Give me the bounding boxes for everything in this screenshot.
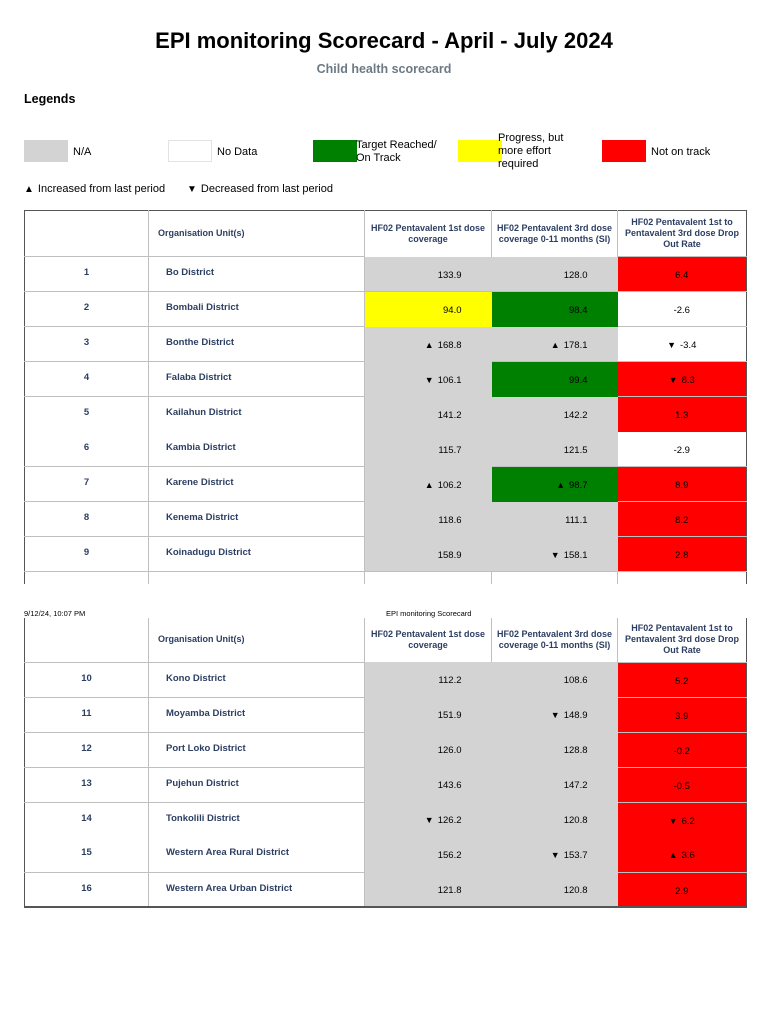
- footer-doc-title: EPI monitoring Scorecard: [386, 609, 472, 618]
- table-page-break-row: [25, 572, 747, 584]
- dropout-rate-cell: [618, 397, 747, 432]
- dropout-rate-cell: [618, 502, 747, 537]
- penta1-coverage-cell: [365, 257, 492, 292]
- penta1-coverage-cell: [365, 292, 492, 327]
- penta1-coverage-cell: [365, 432, 492, 467]
- header-org-unit: Organisation Unit(s): [149, 211, 365, 257]
- cell-value: 158.1: [563, 549, 588, 561]
- cell-value: 143.6: [437, 780, 462, 791]
- legend-increased: [24, 183, 165, 195]
- penta3-coverage-cell: [492, 432, 618, 467]
- org-unit-name: Bo District: [149, 257, 365, 292]
- penta3-coverage-cell: [492, 467, 618, 502]
- table-header-row: [25, 211, 747, 257]
- cell-value: 6.2: [681, 815, 695, 827]
- page-title: EPI monitoring Scorecard - April - July 2024: [155, 28, 613, 53]
- org-unit-name: Kenema District: [149, 502, 365, 537]
- cell-value: 3.9: [675, 710, 689, 722]
- penta1-coverage-cell: [365, 397, 492, 432]
- org-unit-name: Kailahun District: [149, 397, 365, 432]
- triangle-down-icon: ▼: [424, 374, 434, 385]
- cell-value: 99.4: [569, 375, 588, 386]
- legend-decreased-label: Decreased from last period: [200, 183, 333, 195]
- cell-value: 121.5: [563, 444, 588, 456]
- cell-value: 2.8: [675, 550, 689, 561]
- cell-value: 111.1: [565, 514, 588, 526]
- row-number: 3: [25, 327, 149, 362]
- header-dropout-rate: HF02 Pentavalent 1st to Pentavalent 3rd dose Drop Out Rate: [624, 623, 740, 656]
- header-org-unit: Organisation Unit(s): [149, 618, 365, 662]
- cell-value: 106.1: [437, 374, 462, 386]
- table-row: [25, 697, 747, 732]
- penta1-coverage-cell: [365, 662, 492, 697]
- row-number: 1: [25, 257, 149, 292]
- cell-value: -2.9: [673, 444, 690, 456]
- legend-increased-label: Increased from last period: [37, 183, 166, 195]
- footer-datetime: 9/12/24, 10:07 PM: [24, 609, 86, 618]
- cell-value: 1.3: [675, 410, 689, 421]
- dropout-rate-cell: [618, 697, 747, 732]
- cell-value: -2.6: [673, 305, 690, 316]
- legend-label-not-on-track: Not on track: [651, 146, 711, 158]
- org-unit-name: Kono District: [149, 662, 365, 697]
- cell-value: -0.2: [673, 745, 690, 757]
- triangle-down-icon: ▼: [187, 184, 197, 195]
- legend-label-no-data: No Data: [217, 146, 258, 158]
- row-number: 13: [25, 767, 149, 802]
- row-number: 5: [25, 397, 149, 432]
- org-unit-name: Tonkolili District: [149, 802, 365, 837]
- triangle-up-icon: ▲: [668, 850, 678, 860]
- org-unit-name: Koinadugu District: [149, 537, 365, 572]
- header-penta1-coverage: HF02 Pentavalent 1st dose coverage: [365, 211, 492, 257]
- header-dropout-rate: HF02 Pentavalent 1st to Pentavalent 3rd dose Drop Out Rate: [624, 217, 740, 249]
- table-row: [25, 327, 747, 362]
- header-index: [25, 211, 149, 257]
- cell-value: 94.0: [443, 305, 462, 316]
- cell-value: 118.6: [438, 514, 462, 526]
- penta3-coverage-cell: [492, 767, 618, 802]
- row-number: 6: [25, 432, 149, 467]
- cell-value: 120.8: [563, 815, 588, 826]
- cell-value: 153.7: [563, 850, 588, 861]
- penta1-coverage-cell: [365, 837, 492, 872]
- table-row: [25, 467, 747, 502]
- penta1-coverage-cell: [365, 872, 492, 907]
- table-row: [25, 432, 747, 467]
- table-row: [25, 767, 747, 802]
- cell-value: 2.9: [675, 885, 689, 897]
- penta3-coverage-cell: [492, 697, 618, 732]
- header-penta3-coverage: HF02 Pentavalent 3rd dose coverage 0-11 months (SI): [492, 211, 618, 257]
- cell-value: 121.8: [437, 885, 462, 896]
- cell-value: 8.3: [681, 375, 695, 386]
- penta3-coverage-cell: [492, 292, 618, 327]
- penta3-coverage-cell: [492, 502, 618, 537]
- row-number: 7: [25, 467, 149, 502]
- row-number: 12: [25, 732, 149, 767]
- row-number: 8: [25, 502, 149, 537]
- scorecard-table-page-2: [24, 618, 747, 908]
- dropout-rate-cell: [618, 662, 747, 697]
- penta3-coverage-cell: [492, 802, 618, 837]
- legend-label-na: N/A: [73, 146, 92, 158]
- dropout-rate-cell: [618, 292, 747, 327]
- penta1-coverage-cell: [365, 732, 492, 767]
- dropout-rate-cell: [618, 362, 747, 397]
- cell-value: 115.7: [438, 444, 462, 456]
- triangle-up-icon: ▲: [424, 339, 434, 350]
- triangle-down-icon: ▼: [550, 850, 560, 860]
- scorecard-table-page-1: [24, 210, 747, 584]
- org-unit-name: Falaba District: [149, 362, 365, 397]
- cell-value: 158.9: [437, 549, 462, 561]
- cell-value: 98.4: [569, 305, 588, 316]
- org-unit-name: Pujehun District: [149, 767, 365, 802]
- penta1-coverage-cell: [365, 697, 492, 732]
- row-number: 16: [25, 872, 149, 907]
- org-unit-name: Western Area Urban District: [149, 872, 365, 907]
- table-row: [25, 802, 747, 837]
- legends-heading: Legends: [24, 92, 76, 106]
- triangle-up-icon: ▲: [24, 184, 34, 195]
- table-row: [25, 732, 747, 767]
- penta1-coverage-cell: [365, 502, 492, 537]
- row-number: 15: [25, 837, 149, 872]
- dropout-rate-cell: [618, 872, 747, 907]
- dropout-rate-cell: [618, 732, 747, 767]
- header-penta3-coverage: HF02 Pentavalent 3rd dose coverage 0-11 months (SI): [492, 618, 618, 662]
- cell-value: 128.0: [563, 269, 588, 281]
- dropout-rate-cell: [618, 257, 747, 292]
- cell-value: 6.4: [675, 270, 689, 281]
- org-unit-name: Bombali District: [149, 292, 365, 327]
- penta3-coverage-cell: [492, 397, 618, 432]
- legend-swatch-not-on-track: [602, 140, 646, 162]
- legend-swatch-progress: [458, 140, 502, 162]
- legend-swatch-target-reached: [313, 140, 357, 162]
- cell-value: 147.2: [563, 780, 588, 791]
- cell-value: 8.2: [675, 515, 689, 526]
- penta3-coverage-cell: [492, 662, 618, 697]
- table-row: [25, 872, 747, 907]
- cell-value: 128.8: [563, 745, 588, 756]
- row-number: 2: [25, 292, 149, 327]
- cell-value: -0.5: [673, 780, 690, 792]
- table-row: [25, 502, 747, 537]
- legend-swatch-no-data: [168, 140, 212, 162]
- cell-value: 142.2: [563, 409, 588, 421]
- cell-value: 156.2: [437, 850, 462, 861]
- table-row: [25, 662, 747, 697]
- cell-value: 148.9: [563, 710, 588, 721]
- penta3-coverage-cell: [492, 537, 618, 572]
- triangle-down-icon: ▼: [550, 549, 560, 560]
- penta1-coverage-cell: [365, 327, 492, 362]
- cell-value: -3.4: [680, 340, 697, 351]
- row-number: 4: [25, 362, 149, 397]
- table-row: [25, 362, 747, 397]
- org-unit-name: Western Area Rural District: [149, 837, 365, 872]
- row-number: 11: [25, 697, 149, 732]
- penta3-coverage-cell: [492, 872, 618, 907]
- penta3-coverage-cell: [492, 732, 618, 767]
- table-row: [25, 537, 747, 572]
- cell-value: 133.9: [437, 269, 462, 281]
- cell-value: 5.2: [675, 675, 689, 687]
- dropout-rate-cell: [618, 537, 747, 572]
- triangle-down-icon: ▼: [550, 710, 560, 720]
- legend-swatch-na: [24, 140, 68, 162]
- penta3-coverage-cell: [492, 362, 618, 397]
- penta3-coverage-cell: [492, 327, 618, 362]
- triangle-up-icon: ▲: [556, 480, 565, 490]
- table-row: [25, 397, 747, 432]
- org-unit-name: Kambia District: [149, 432, 365, 467]
- triangle-down-icon: ▼: [667, 340, 677, 350]
- penta3-coverage-cell: [492, 257, 618, 292]
- triangle-up-icon: ▲: [550, 339, 560, 350]
- table-row: [25, 837, 747, 872]
- penta3-coverage-cell: [492, 837, 618, 872]
- penta1-coverage-cell: [365, 537, 492, 572]
- table-row: [25, 292, 747, 327]
- cell-value: 126.0: [437, 745, 462, 756]
- cell-value: 106.2: [437, 479, 462, 491]
- org-unit-name: Karene District: [149, 467, 365, 502]
- penta1-coverage-cell: [365, 467, 492, 502]
- row-number: 9: [25, 537, 149, 572]
- cell-value: 8.9: [675, 480, 689, 491]
- cell-value: 141.2: [437, 409, 462, 421]
- row-number: 14: [25, 802, 149, 837]
- cell-value: 178.1: [563, 339, 588, 351]
- triangle-up-icon: ▲: [424, 479, 434, 490]
- org-unit-name: Bonthe District: [149, 327, 365, 362]
- table-row: [25, 257, 747, 292]
- row-number: 10: [25, 662, 149, 697]
- dropout-rate-cell: [618, 802, 747, 837]
- cell-value: 98.7: [569, 480, 588, 491]
- cell-value: 126.2: [437, 815, 462, 826]
- triangle-down-icon: ▼: [668, 375, 678, 385]
- cell-value: 3.6: [681, 850, 695, 861]
- legend-label-target-reached: Target Reached/ On Track: [356, 139, 437, 164]
- dropout-rate-cell: [618, 327, 747, 362]
- penta1-coverage-cell: [365, 362, 492, 397]
- dropout-rate-cell: [618, 432, 747, 467]
- cell-value: 112.2: [438, 675, 462, 686]
- page-subtitle: Child health scorecard: [316, 62, 452, 76]
- penta1-coverage-cell: [365, 767, 492, 802]
- penta1-coverage-cell: [365, 802, 492, 837]
- dropout-rate-cell: [618, 467, 747, 502]
- header-penta1-coverage: HF02 Pentavalent 1st dose coverage: [365, 618, 492, 662]
- dropout-rate-cell: [618, 837, 747, 872]
- header-index: [25, 618, 149, 662]
- triangle-down-icon: ▼: [668, 815, 678, 826]
- cell-value: 120.8: [563, 885, 588, 896]
- legend-label-progress: Progress, but more effort required: [498, 132, 564, 170]
- org-unit-name: Moyamba District: [149, 697, 365, 732]
- triangle-down-icon: ▼: [424, 815, 434, 825]
- cell-value: 151.9: [437, 710, 462, 721]
- cell-value: 168.8: [437, 339, 462, 351]
- table-header-row: [25, 618, 747, 662]
- org-unit-name: Port Loko District: [149, 732, 365, 767]
- dropout-rate-cell: [618, 767, 747, 802]
- cell-value: 108.6: [563, 675, 588, 686]
- legend-decreased: [187, 183, 333, 195]
